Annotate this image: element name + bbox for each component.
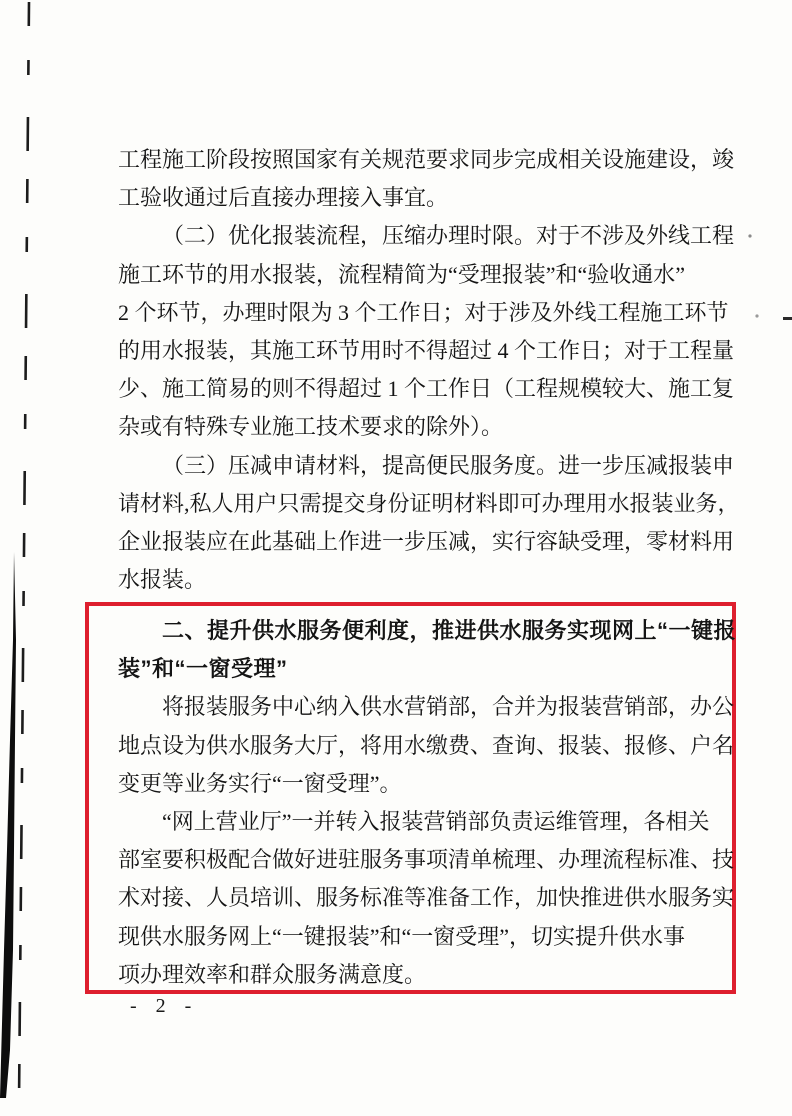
text-line: 杂或有特殊专业施工技术要求的除外）。 [118,414,504,440]
text-line: 变更等业务实行“一窗受理”。 [118,770,402,796]
scan-speck [748,234,751,237]
text-line: 部室要积极配合做好进驻服务事项清单梳理、办理流程标准、技 [118,847,735,873]
page-number: - 2 - [130,995,199,1017]
text-line: 少、施工简易的则不得超过 1 个工作日（工程规模较大、施工复 [118,376,735,402]
text-line: 施工环节的用水报装，流程精简为“受理报装”和“验收通水” [118,261,686,287]
text-line: 术对接、人员培训、服务标准等准备工作，加快推进供水服务实 [118,885,735,911]
text-line: 项办理效率和群众服务满意度。 [118,961,427,987]
text-line: （二）优化报装流程，压缩办理时限。对于不涉及外线工程 [162,223,735,249]
body-text [118,141,740,599]
text-line: 2 个环节，办理时限为 3 个工作日；对于涉及外线工程施工环节 [118,299,729,325]
scan-edge-mark [783,317,792,320]
text-line: 现供水服务网上“一键报装”和“一窗受理”，切实提升供水事 [118,923,686,949]
highlight-box [85,602,736,994]
text-line: 请材料,私人用户只需提交身份证明材料即可办理用水报装业务， [118,490,740,516]
scan-fold-dashed-line [19,2,29,1102]
text-line: 企业报装应在此基础上作进一步压减，实行容缺受理，零材料用 [118,528,735,554]
text-line: 将报装服务中心纳入供水营销部，合并为报装营销部，办公 [162,694,735,720]
text-line: “网上营业厅”一并转入报装营销部负责运维管理，各相关 [162,808,710,834]
text-line: 地点设为供水服务大厅，将用水缴费、查询、报装、报修、户名 [118,732,735,758]
scan-speck [755,314,758,317]
text-line: 工验收通过后直接办理接入事宜。 [118,185,449,211]
text-line: （三）压减申请材料，提高便民服务度。进一步压减报装申 [162,452,735,478]
section-heading-line: 二、提升供水服务便利度，推进供水服务实现网上“一键报 [162,618,737,643]
scan-ink-streak [0,552,16,1098]
text-line: 水报装。 [118,567,207,593]
text-line: 的用水报装，其施工环节用时不得超过 4 个工作日；对于工程量 [118,337,735,363]
text-line: 工程施工阶段按照国家有关规范要求同步完成相关设施建设，竣 [118,147,735,172]
section-heading-line: 装”和“一窗受理” [118,656,288,682]
